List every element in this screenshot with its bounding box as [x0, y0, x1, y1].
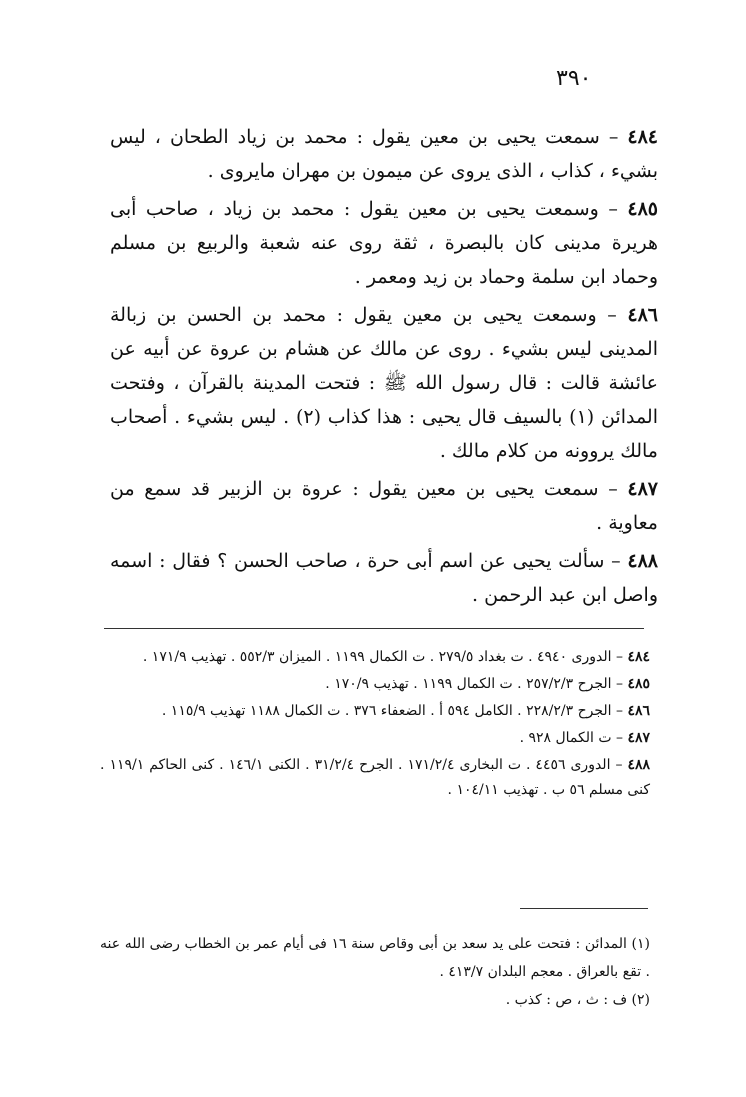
entry-486: [110, 298, 658, 468]
reference-484: [100, 645, 650, 670]
entry-484: [110, 120, 658, 188]
entry-text: – سمعت يحيى بن معين يقول : محمد بن زياد الطحان ، ليس بشيء ، كذاب ، الذى يروى عن ميمون بن مهران مايروى .: [110, 126, 658, 182]
reference-487: [100, 726, 650, 751]
entry-number: ٤٨٥: [627, 198, 658, 220]
notes-divider: [104, 628, 644, 629]
references-section: [100, 645, 650, 805]
reference-text: – الجرح ٢٢٨/٢/٣ . الكامل ٥٩٤ أ . الضعفاء ٣٧٦ . ت الكمال ١١٨٨ تهذيب ١١٥/٩ .: [161, 703, 623, 719]
entry-487: [110, 472, 658, 540]
main-text: [110, 120, 658, 616]
reference-486: [100, 699, 650, 724]
reference-text: – الجرح ٢٥٧/٢/٣ . ت الكمال ١١٩٩ . تهذيب ١٧٠/٩ .: [325, 676, 623, 692]
entry-text: – سألت يحيى عن اسم أبى حرة ، صاحب الحسن ؟ فقال : اسمه واصل ابن عبد الرحمن .: [110, 550, 658, 606]
entry-number: ٤٨٦: [627, 304, 658, 326]
entry-text: – وسمعت يحيى بن معين يقول : محمد بن الحسن بن زبالة المدينى ليس بشيء . روى عن مالك عن هشام بن عروة عن أبيه عن عائشة قالت : قال رسول الله ﷺ : فتحت المدينة بالقرآن ، وفتحت المدائن (١) بالسيف قال يحيى : هذا كذاب (٢) . ليس بشيء . أصحاب مالك يروونه من كلام مالك .: [110, 304, 659, 462]
reference-text: – ت الكمال ٩٢٨ .: [519, 730, 623, 746]
entry-number: ٤٨٧: [627, 478, 658, 500]
reference-485: [100, 672, 650, 697]
entry-text: – وسمعت يحيى بن معين يقول : محمد بن زياد ، صاحب أبى هريرة مدينى كان بالبصرة ، ثقة روى عنه شعبة والربيع بن مسلم وحماد ابن سلمة وحماد بن زيد ومعمر .: [110, 198, 658, 288]
footnotes-divider: [520, 908, 648, 909]
entry-text: – سمعت يحيى بن معين يقول : عروة بن الزبير قد سمع من معاوية .: [110, 478, 658, 534]
reference-text: – الدورى ٤٩٤٠ . ت بغداد ٢٧٩/٥ . ت الكمال ١١٩٩ . الميزان ٥٥٢/٣ . تهذيب ١٧١/٩ .: [142, 649, 623, 665]
footnote-1: (١) المدائن : فتحت على يد سعد بن أبى وقاص سنة ١٦ فى أيام عمر بن الخطاب رضى الله عنه . تقع بالعراق . معجم البلدان ٤١٣/٧ .: [100, 936, 650, 980]
footnotes-section: [100, 930, 650, 1014]
entry-488: [110, 544, 658, 612]
reference-number: ٤٨٥: [627, 676, 650, 692]
reference-488: [100, 753, 650, 803]
reference-number: ٤٨٧: [627, 730, 650, 746]
page-number: ٣٩٠: [556, 66, 592, 91]
entry-number: ٤٨٨: [627, 550, 658, 572]
entry-485: [110, 192, 658, 294]
reference-number: ٤٨٨: [627, 757, 650, 773]
reference-text: – الدورى ٤٤٥٦ . ت البخارى ١٧١/٢/٤ . الجرح ٣١/٢/٤ . الكنى ١٤٦/١ . كنى الحاكم ١١٩/١ . كنى مسلم ٥٦ ب . تهذيب ١٠٤/١١ .: [100, 757, 650, 798]
footnote-2: (٢) ف : ث ، ص : كذب .: [505, 992, 650, 1008]
entry-number: ٤٨٤: [627, 126, 658, 148]
reference-number: ٤٨٤: [627, 649, 650, 665]
reference-number: ٤٨٦: [627, 703, 650, 719]
